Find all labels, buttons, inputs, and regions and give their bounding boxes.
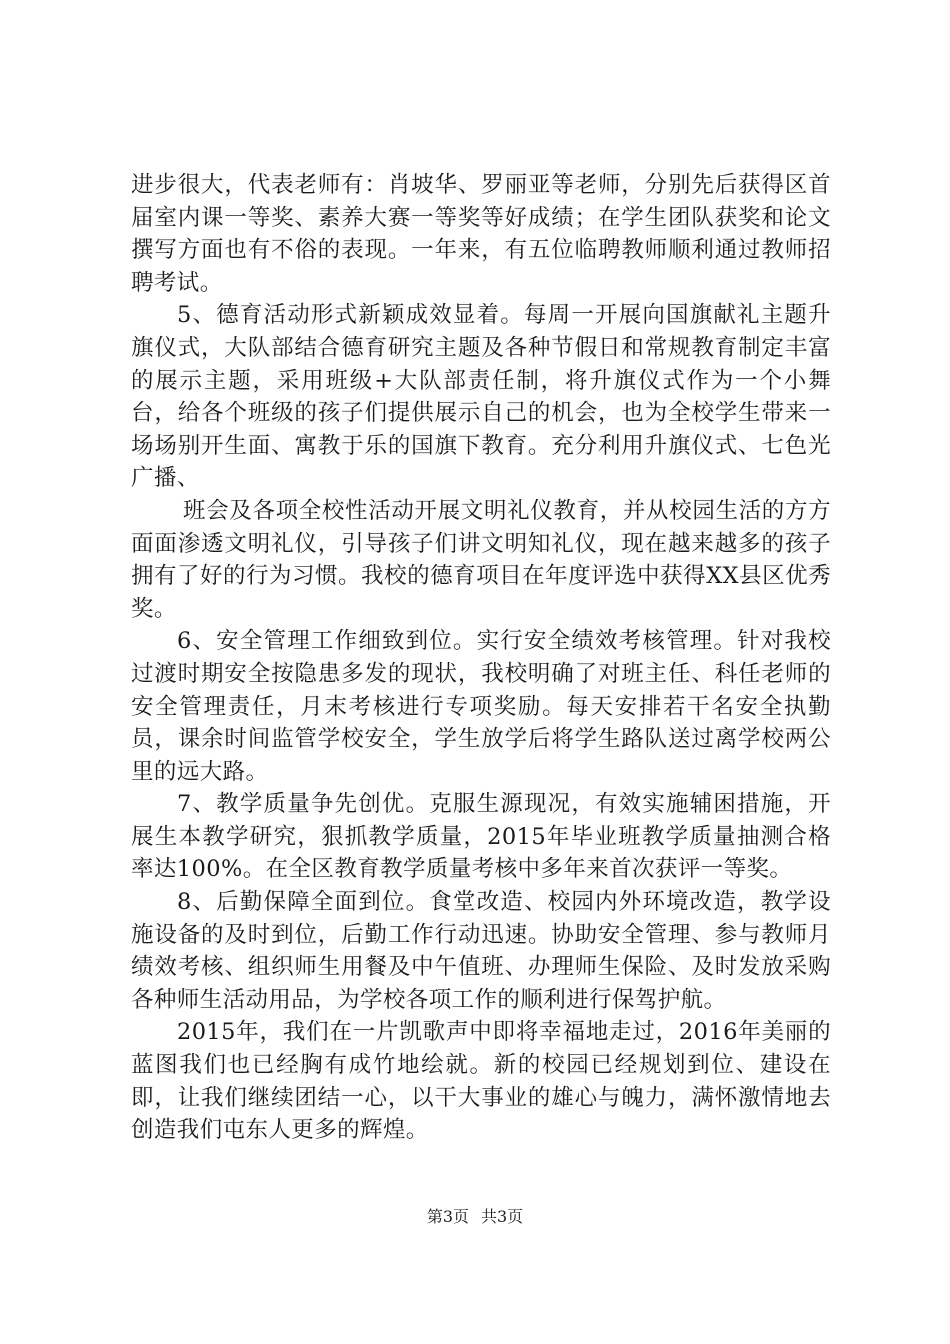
paragraph-continuation: 进步很大，代表老师有：肖坡华、罗丽亚等老师，分别先后获得区首届室内课一等奖、素养大赛一等奖等好成绩；在学生团队获奖和论文撰写方面也有不俗的表现。一年来，有五位临聘教师顺利通过教师招聘考试。	[131, 172, 831, 296]
paragraph-etiquette: 班会及各项全校性活动开展文明礼仪教育，并从校园生活的方方面面渗透文明礼仪，引导孩子们讲文明知礼仪，现在越来越多的孩子拥有了好的行为习惯。我校的德育项目在年度评选中获得XX县区优秀奖。	[131, 497, 831, 622]
document-body	[131, 169, 831, 1147]
page-footer	[0, 1207, 950, 1227]
paragraph-safety: 6、安全管理工作细致到位。实行安全绩效考核管理。针对我校过渡时期安全按隐患多发的现状，我校明确了对班主任、科任老师的安全管理责任，月末考核进行专项奖励。每天安排若干名安全执勤员，课余时间监管学校安全，学生放学后将学生路队送过离学校两公里的远大路。	[131, 628, 831, 785]
page-number: 第3页	[426, 1207, 469, 1226]
paragraph-teaching-quality: 7、教学质量争先创优。克服生源现况，有效实施辅困措施，开展生本教学研究，狠抓教学质量，2015年毕业班教学质量抽测合格率达100%。在全区教育教学质量考核中多年来首次获评一等奖。	[131, 791, 831, 883]
paragraph-conclusion: 2015年，我们在一片凯歌声中即将幸福地走过，2016年美丽的蓝图我们也已经胸有成竹地绘就。新的校园已经规划到位、建设在即，让我们继续团结一心，以干大事业的雄心与魄力，满怀激情地去创造我们屯东人更多的辉煌。	[131, 1019, 831, 1144]
paragraph-moral-education: 5、德育活动形式新颖成效显着。每周一开展向国旗献礼主题升旗仪式，大队部结合德育研究主题及各种节假日和常规教育制定丰富的展示主题，采用班级+大队部责任制，将升旗仪式作为一个小舞台，给各个班级的孩子们提供展示自己的机会，也为全校学生带来一场场别开生面、寓教于乐的国旗下教育。充分利用升旗仪式、七色光广播、	[131, 302, 831, 492]
page-total: 共3页	[481, 1207, 524, 1226]
paragraph-logistics: 8、后勤保障全面到位。食堂改造、校园内外环境改造，教学设施设备的及时到位，后勤工作行动迅速。协助安全管理、参与教师月绩效考核、组织师生用餐及中午值班、办理师生保险、及时发放采购各种师生活动用品，为学校各项工作的顺利进行保驾护航。	[131, 889, 831, 1013]
